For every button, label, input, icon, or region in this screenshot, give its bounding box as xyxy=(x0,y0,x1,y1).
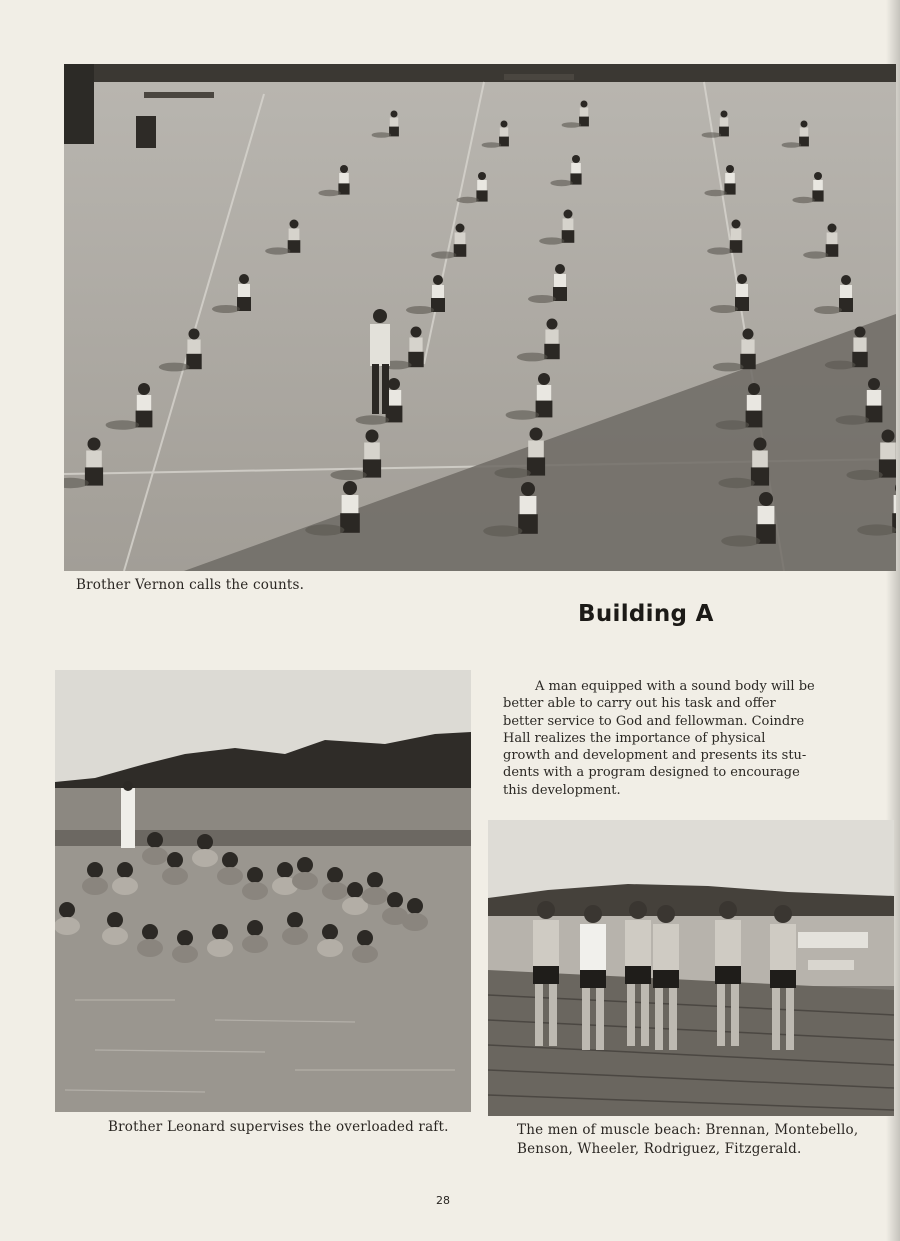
page-number: 28 xyxy=(436,1194,450,1207)
article-body xyxy=(503,678,823,799)
article-line: A man equipped with a sound body will be xyxy=(535,679,815,694)
article-line: this development. xyxy=(503,782,621,798)
raft-photo xyxy=(55,670,471,1112)
exercise-caption: Brother Vernon calls the counts. xyxy=(76,577,305,593)
supervisor-figure xyxy=(123,781,133,791)
beach-caption-line: Benson, Wheeler, Rodriguez, Fitzgerald. xyxy=(517,1141,802,1157)
beach-caption-line: The men of muscle beach: Brennan, Montebello, xyxy=(517,1122,859,1138)
article-line: growth and development and presents its stu- xyxy=(503,748,807,764)
exercise-photo xyxy=(64,64,896,571)
beach-photo xyxy=(488,820,894,1116)
beach-caption xyxy=(517,1121,877,1159)
article-line: better service to God and fellowman. Coindre xyxy=(503,713,805,729)
raft-photo-image xyxy=(55,670,471,1112)
page-heading: Building A xyxy=(578,601,714,627)
article-line: Hall realizes the importance of physical xyxy=(503,730,766,746)
article-line: better able to carry out his task and offer xyxy=(503,696,776,712)
raft-caption: Brother Leonard supervises the overloaded raft. xyxy=(108,1119,449,1135)
exercise-photo-image xyxy=(64,64,896,571)
beach-photo-image xyxy=(488,820,894,1116)
article-line: dents with a program designed to encourage xyxy=(503,765,800,781)
